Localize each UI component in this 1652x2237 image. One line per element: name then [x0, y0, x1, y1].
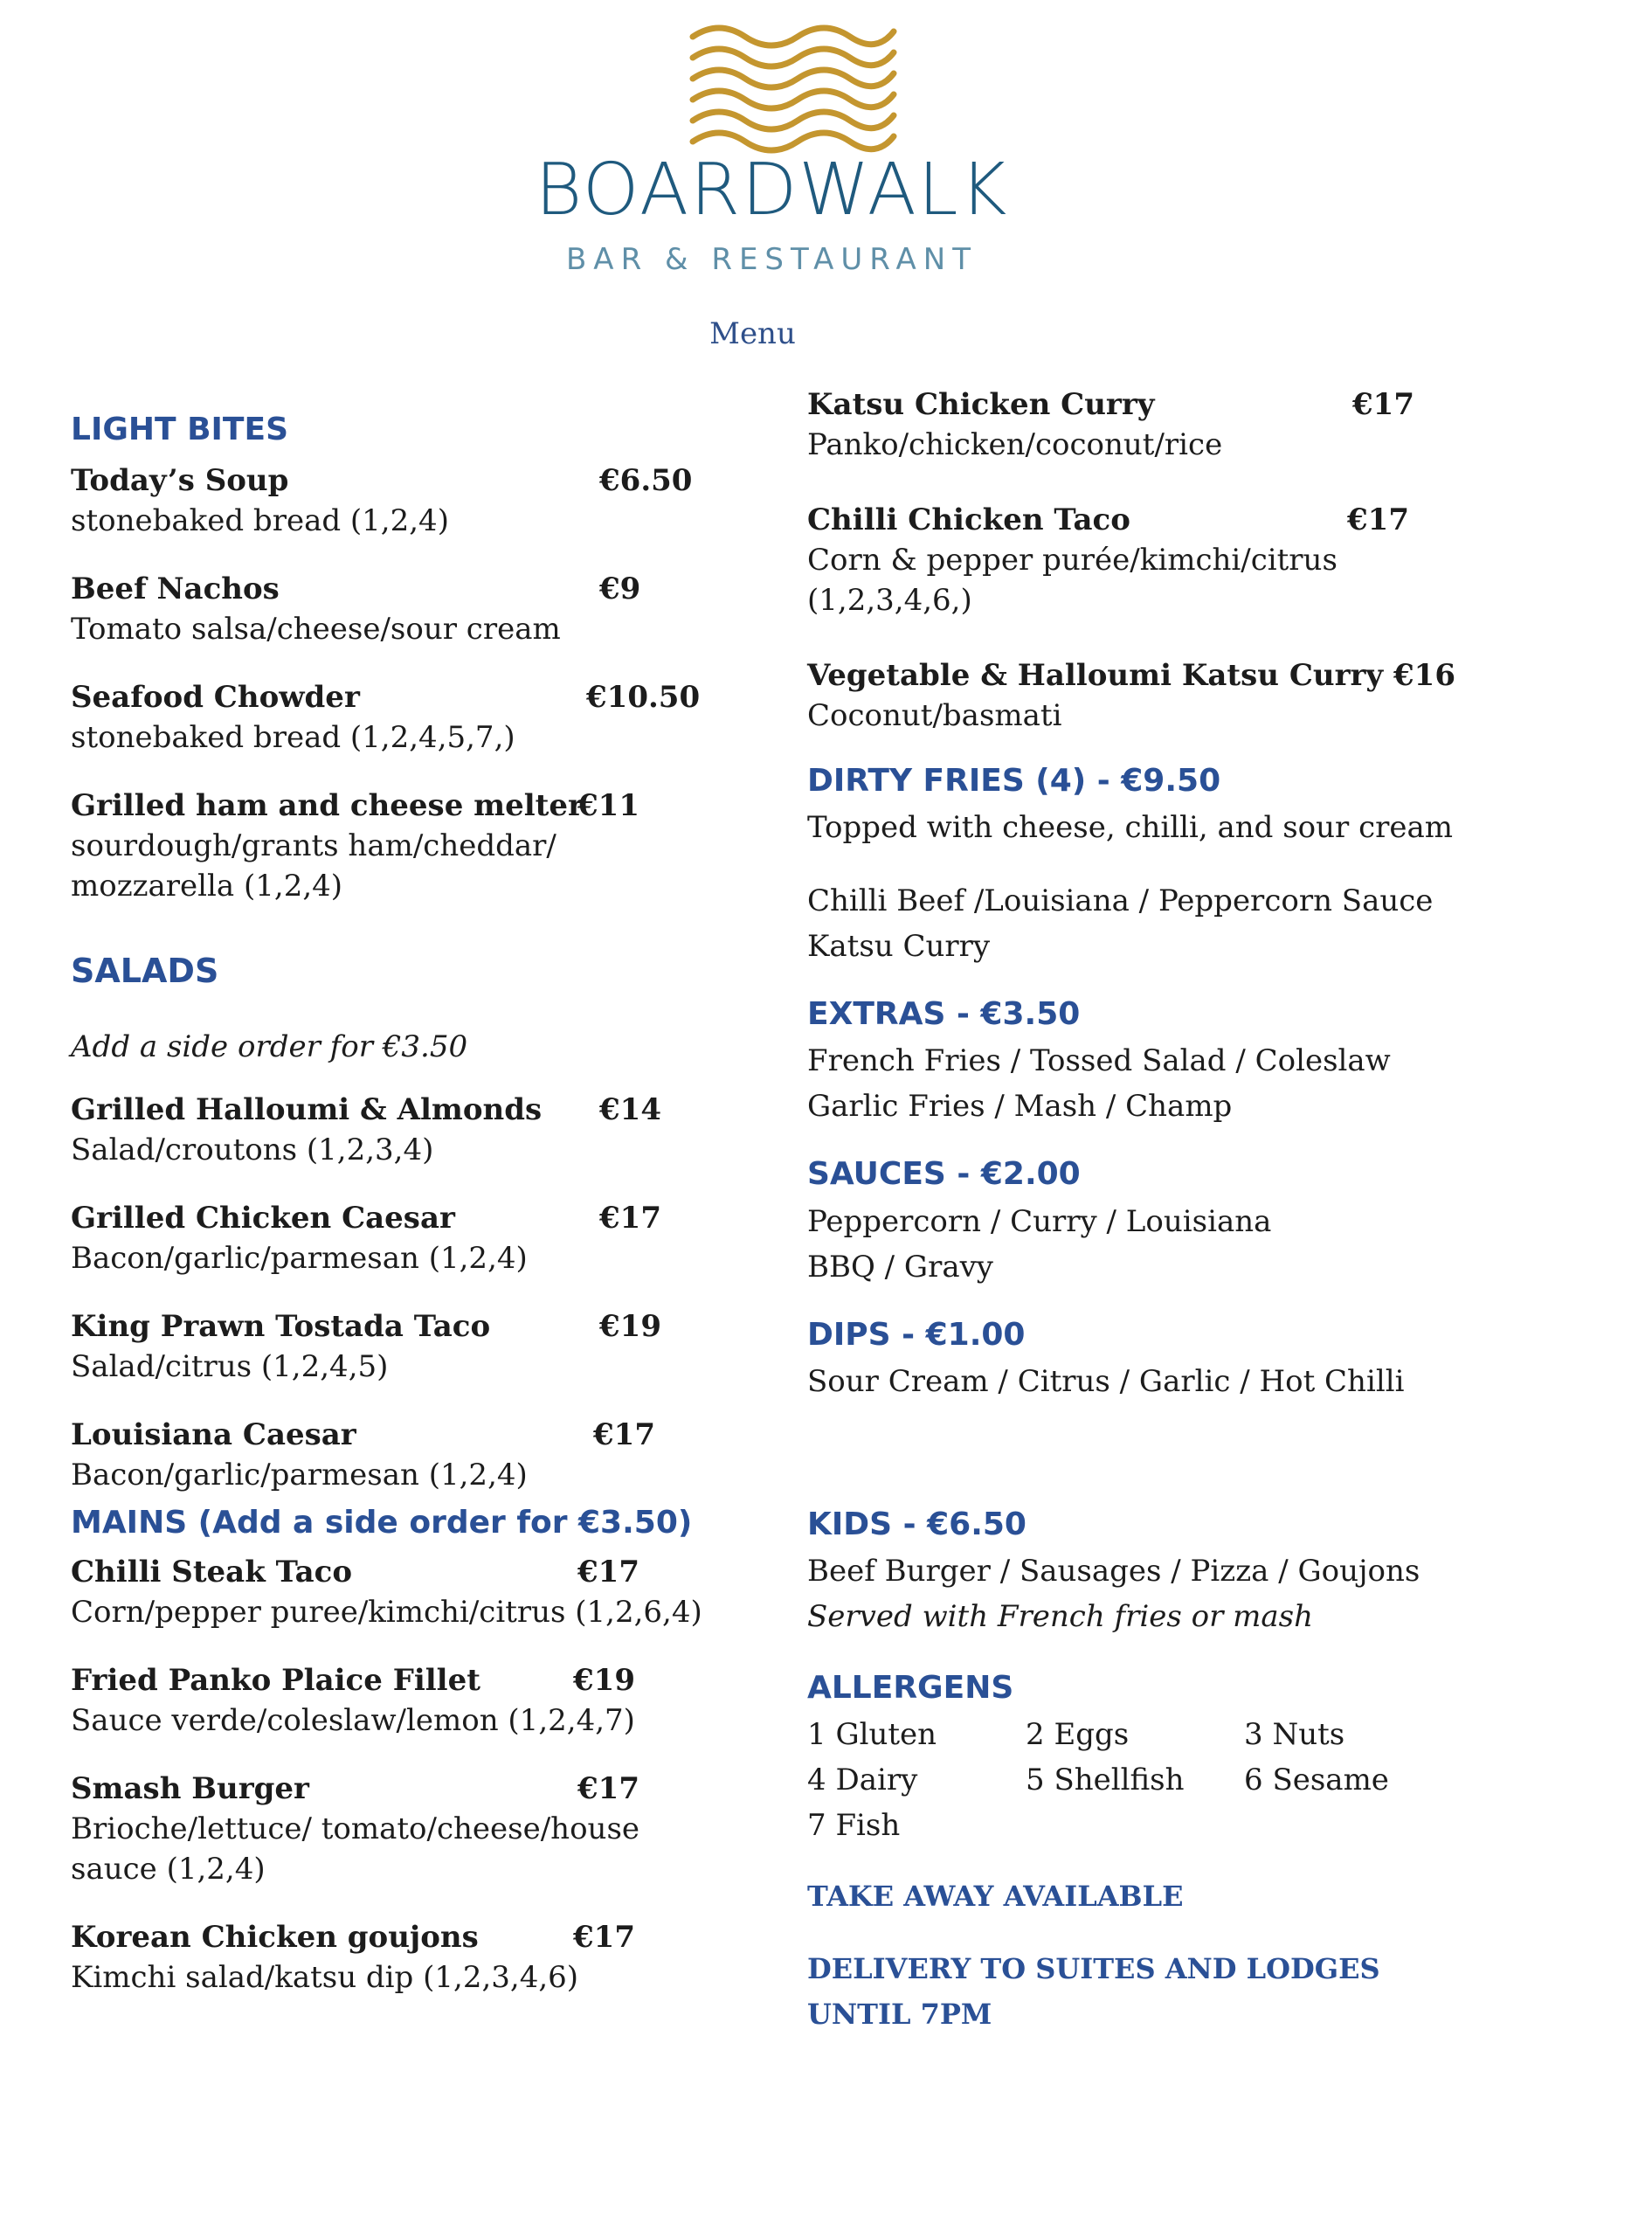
menu-item-head	[807, 384, 1524, 425]
section-title: ALLERGENS	[807, 1669, 1014, 1706]
menu-item-price: €17	[593, 1416, 655, 1452]
menu-title: Menu	[709, 316, 796, 351]
menu-item-head	[71, 1198, 717, 1238]
section-extras	[807, 995, 1524, 1129]
menu-item	[71, 1090, 717, 1170]
menu-item	[71, 677, 717, 758]
menu-item-price: €17	[1347, 502, 1409, 537]
section-kids	[807, 1506, 1524, 1639]
allergen-item: 5 Shellfish	[1026, 1763, 1185, 1798]
menu-item-description: Salad/croutons (1,2,3,4)	[71, 1132, 434, 1167]
menu-item-description: sourdough/grants ham/cheddar/	[71, 828, 556, 864]
section-allergens	[807, 1669, 1524, 1848]
menu-item-name: Katsu Chicken Curry	[807, 387, 1155, 422]
menu-item-description: Coconut/basmati	[807, 698, 1062, 733]
section-dirty-fries	[807, 762, 1524, 969]
menu-item-head	[71, 1917, 717, 1957]
brand-name: BOARDWALK	[535, 149, 1009, 232]
sauces-line: Peppercorn / Curry / Louisiana	[807, 1203, 1272, 1239]
menu-item	[71, 461, 717, 541]
menu-item	[71, 1917, 717, 1998]
menu-item-description: Tomato salsa/cheese/sour cream	[71, 612, 561, 648]
section-title: EXTRAS - €3.50	[807, 996, 1081, 1033]
menu-item	[71, 569, 717, 649]
menu-item-price: €17	[1352, 387, 1414, 422]
extras-line: French Fries / Tossed Salad / Coleslaw	[807, 1043, 1391, 1079]
menu-item	[71, 1552, 717, 1632]
allergen-item: 3 Nuts	[1244, 1717, 1345, 1753]
sauces-line: BBQ / Gravy	[807, 1249, 994, 1285]
waves-logo-icon	[684, 19, 902, 159]
menu-item-description: Corn/pepper puree/kimchi/citrus (1,2,6,4)	[71, 1594, 702, 1630]
salads-note: Add a side order for €3.50	[71, 1028, 468, 1064]
menu-item-name: Louisiana Caesar	[71, 1416, 356, 1452]
section-title: LIGHT BITES	[71, 412, 289, 447]
menu-item-name: Today’s Soup	[71, 463, 289, 499]
menu-item-name: Grilled Halloumi & Almonds	[71, 1091, 543, 1127]
extras-line: Garlic Fries / Mash / Champ	[807, 1089, 1233, 1125]
allergen-item: 2 Eggs	[1026, 1717, 1130, 1753]
section-salads	[71, 952, 717, 1495]
menu-item-name: Vegetable & Halloumi Katsu Curry €16	[807, 658, 1455, 693]
section-title: DIRTY FRIES (4) - €9.50	[807, 763, 1221, 799]
menu-item-head	[71, 1660, 717, 1700]
menu-item-price: €9	[599, 571, 641, 607]
menu-item	[71, 786, 717, 906]
menu-item-name: Beef Nachos	[71, 571, 280, 607]
menu-item-price: €19	[573, 1662, 635, 1698]
menu-item	[71, 1769, 717, 1889]
dirty-fries-option: Katsu Curry	[807, 929, 991, 965]
mains-continued-list	[807, 384, 1524, 736]
menu-item-description: Bacon/garlic/parmesan (1,2,4)	[71, 1240, 528, 1276]
menu-item-head	[71, 1306, 717, 1347]
menu-item-price: €17	[577, 1554, 639, 1589]
menu-item-description: Bacon/garlic/parmesan (1,2,4)	[71, 1457, 528, 1492]
menu-item-head	[71, 461, 717, 501]
menu-item	[807, 500, 1524, 620]
menu-item-head	[71, 677, 717, 717]
menu-item-head	[71, 1415, 717, 1455]
menu-item-price: €17	[573, 1919, 635, 1955]
allergen-item: 4 Dairy	[807, 1763, 918, 1798]
menu-item-description: Corn & pepper purée/kimchi/citrus	[807, 543, 1337, 578]
salads-list	[71, 1090, 717, 1495]
menu-item-name: King Prawn Tostada Taco	[71, 1308, 491, 1344]
menu-item-name: Grilled ham and cheese melter	[71, 788, 584, 824]
menu-item-price: €6.50	[599, 463, 693, 499]
kids-note: Served with French fries or mash	[807, 1598, 1313, 1634]
mains-list	[71, 1552, 717, 1998]
menu-item-head	[807, 655, 1524, 696]
menu-item	[71, 1198, 717, 1278]
menu-item-name: Fried Panko Plaice Fillet	[71, 1662, 480, 1698]
menu-item-price: €11	[577, 788, 639, 824]
menu-item-head	[71, 569, 717, 609]
dips-line: Sour Cream / Citrus / Garlic / Hot Chilli	[807, 1363, 1405, 1399]
section-dips	[807, 1316, 1524, 1404]
section-title: SALADS	[71, 952, 219, 991]
menu-item-name: Smash Burger	[71, 1770, 309, 1806]
menu-item-name: Seafood Chowder	[71, 680, 360, 716]
menu-item-name: Chilli Steak Taco	[71, 1554, 353, 1589]
menu-item-description: sauce (1,2,4)	[71, 1851, 266, 1887]
delivery-notice-line: DELIVERY TO SUITES AND LODGES	[807, 1952, 1380, 1986]
section-sauces	[807, 1155, 1524, 1289]
section-mains	[71, 1504, 717, 1998]
dirty-fries-option: Chilli Beef /Louisiana / Peppercorn Sauce	[807, 883, 1434, 919]
section-light-bites	[71, 411, 717, 906]
menu-item-description: mozzarella (1,2,4)	[71, 869, 343, 904]
menu-item-name: Chilli Chicken Taco	[807, 502, 1130, 537]
allergen-item: 1 Gluten	[807, 1717, 937, 1753]
allergens-list	[807, 1712, 1524, 1848]
menu-item-price: €14	[599, 1091, 661, 1127]
kids-line: Beef Burger / Sausages / Pizza / Goujons	[807, 1553, 1420, 1589]
menu-item-head	[807, 500, 1524, 540]
menu-item-price: €19	[599, 1308, 661, 1344]
menu-item-description: Kimchi salad/katsu dip (1,2,3,4,6)	[71, 1959, 579, 1995]
menu-item-head	[71, 1769, 717, 1809]
light-bites-list	[71, 461, 717, 906]
menu-item-description: stonebaked bread (1,2,4)	[71, 503, 449, 539]
right-column	[807, 384, 1524, 2037]
menu-item-price: €17	[599, 1200, 661, 1236]
menu-item-description: Brioche/lettuce/ tomato/cheese/house	[71, 1811, 640, 1846]
menu-item-description: Salad/citrus (1,2,4,5)	[71, 1348, 389, 1384]
take-away-notice: TAKE AWAY AVAILABLE	[807, 1880, 1184, 1914]
brand-subtitle: BAR & RESTAURANT	[565, 242, 978, 277]
menu-item-price: €10.50	[586, 680, 701, 716]
left-column	[71, 411, 717, 1998]
menu-item	[807, 655, 1524, 736]
delivery-notice-line: UNTIL 7PM	[807, 1997, 992, 2031]
section-title: SAUCES - €2.00	[807, 1156, 1081, 1193]
menu-item	[807, 384, 1524, 465]
menu-item-description: stonebaked bread (1,2,4,5,7,)	[71, 720, 515, 756]
menu-item-head	[71, 1090, 717, 1130]
allergen-item: 7 Fish	[807, 1808, 901, 1844]
section-title: DIPS - €1.00	[807, 1316, 1026, 1353]
allergen-item: 6 Sesame	[1244, 1763, 1389, 1798]
menu-item-name: Korean Chicken goujons	[71, 1919, 479, 1955]
menu-item-description: (1,2,3,4,6,)	[807, 583, 972, 618]
menu-item-description: Sauce verde/coleslaw/lemon (1,2,4,7)	[71, 1702, 635, 1738]
menu-item	[71, 1660, 717, 1741]
menu-item	[71, 1306, 717, 1387]
menu-item-head	[71, 1552, 717, 1592]
menu-item-description: Panko/chicken/coconut/rice	[807, 427, 1223, 462]
menu-item-head	[71, 786, 717, 826]
section-title: KIDS - €6.50	[807, 1506, 1026, 1542]
menu-item-name: Grilled Chicken Caesar	[71, 1200, 455, 1236]
menu-item	[71, 1415, 717, 1495]
dirty-fries-desc: Topped with cheese, chilli, and sour cream	[807, 810, 1454, 846]
section-title: MAINS (Add a side order for €3.50)	[71, 1504, 693, 1541]
menu-item-price: €17	[577, 1770, 639, 1806]
